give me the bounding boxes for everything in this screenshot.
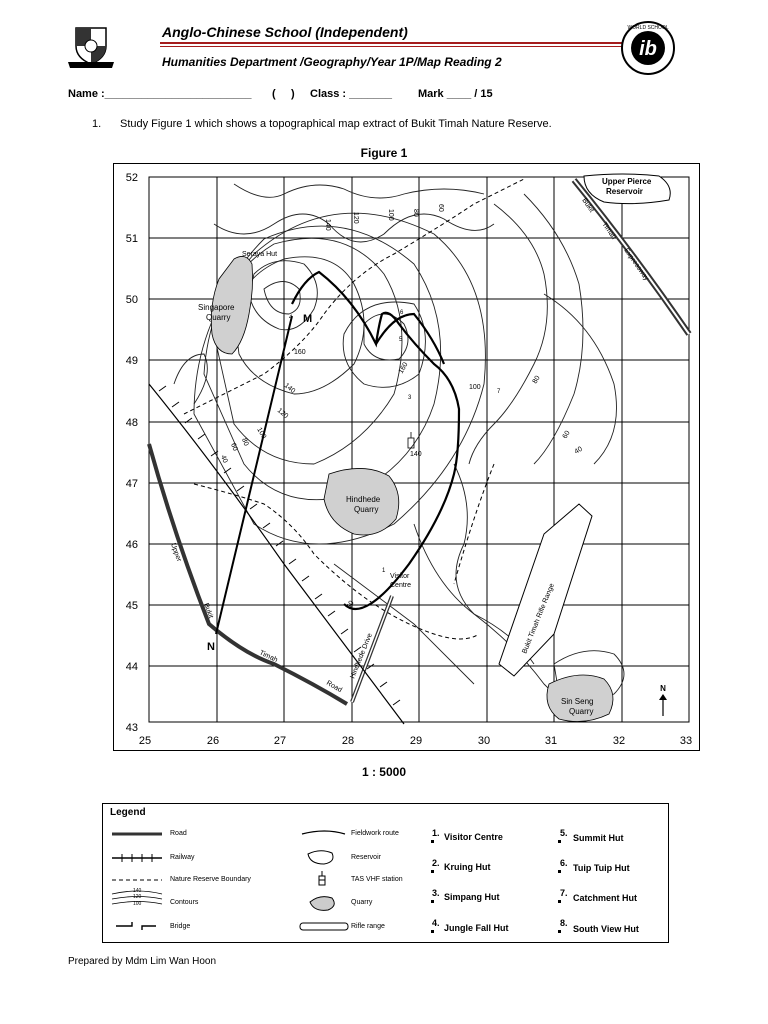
- label-bukit-road: Bukit: [202, 602, 215, 620]
- legend-rifle-symbol: [300, 923, 348, 930]
- contour-label: 160: [294, 349, 306, 356]
- legend-quarry-symbol: [310, 897, 334, 911]
- mark-field: Mark ____ / 15: [418, 88, 493, 100]
- easting-label: 32: [612, 735, 626, 747]
- contour-label: 40: [573, 445, 584, 456]
- hut-marker: 6: [400, 310, 404, 316]
- department-line: Humanities Department /Geography/Year 1P/Map Reading 2: [162, 55, 502, 69]
- contour-label: 120: [275, 407, 290, 421]
- easting-label: 33: [679, 735, 693, 747]
- contour-label: 100: [255, 426, 268, 441]
- label-upper-pierce: Upper Pierce: [602, 177, 652, 186]
- legend-reservoir-label: Reservoir: [351, 854, 381, 861]
- legend-reservoir-symbol: [308, 851, 333, 864]
- hut-marker: 5: [399, 337, 403, 343]
- legend-tas-label: TAS VHF station: [351, 876, 403, 883]
- contour-label: 140: [410, 451, 422, 458]
- point-m: M: [303, 313, 313, 325]
- northing-label: 43: [125, 722, 138, 734]
- label-rifle-range: Bukit Timah Rifle Range: [521, 582, 556, 655]
- legend-hut-name: Tuip Tuip Hut: [573, 863, 630, 873]
- contour-label: 100: [469, 384, 481, 391]
- question-number: 1.: [92, 118, 102, 130]
- label-singapore-quarry: Quarry: [206, 313, 231, 322]
- ib-world-school-logo: [620, 20, 676, 76]
- easting-label: 29: [409, 735, 423, 747]
- northing-label: 45: [125, 600, 138, 612]
- header-rule-thin: [160, 46, 622, 47]
- legend-hut-number: 2.: [432, 858, 440, 868]
- header-rule: [160, 42, 622, 44]
- northing-label: 52: [125, 172, 138, 184]
- legend-fieldwork-label: Fieldwork route: [351, 830, 399, 837]
- label-road: Road: [325, 679, 343, 695]
- label-timah: Timah: [600, 221, 618, 241]
- contour-label: 60: [229, 442, 239, 453]
- contour-label: 40: [345, 599, 356, 610]
- north-arrow: [659, 684, 667, 716]
- legend-hut-name: Catchment Hut: [573, 893, 638, 903]
- legend-tas-symbol: [319, 871, 325, 885]
- label-upper: Upper: [169, 542, 183, 563]
- label-sin-seng-quarry: Quarry: [569, 707, 594, 716]
- contour-label: 80: [412, 209, 419, 217]
- legend-contour-value: 140: [133, 888, 142, 894]
- question-text: Study Figure 1 which shows a topographical map extract of Bukit Timah Nature Reserve.: [120, 118, 552, 130]
- north-arrow-label: N: [660, 684, 666, 693]
- label-seraya-hut: Seraya Hut: [242, 251, 278, 258]
- label-singapore: Singapore: [198, 303, 235, 312]
- legend-contours-label: Contours: [170, 899, 199, 906]
- northing-label: 46: [125, 539, 138, 551]
- legend-hut-number: 1.: [432, 828, 440, 838]
- northing-label: 48: [125, 417, 138, 429]
- legend-railway-label: Railway: [170, 854, 195, 861]
- legend-hut-name: Summit Hut: [573, 833, 624, 843]
- legend-fieldwork-symbol: [302, 831, 345, 834]
- easting-label: 28: [341, 735, 355, 747]
- topographical-map: [113, 163, 700, 751]
- legend-bridge-label: Bridge: [170, 923, 191, 930]
- legend-hut-number: 6.: [560, 858, 568, 868]
- legend-hut-number: 8.: [560, 918, 568, 928]
- legend-bridge-symbol: [116, 922, 156, 930]
- label-timah-road: Timah: [258, 649, 279, 664]
- contour-label: 120: [352, 212, 359, 224]
- school-crest-logo: [66, 22, 116, 70]
- contour-label: 80: [531, 374, 542, 385]
- map-scale: 1 : 5000: [361, 765, 407, 779]
- contour-label: 100: [387, 209, 394, 221]
- legend-hut-name: Jungle Fall Hut: [444, 923, 509, 933]
- contour-label: 160: [397, 361, 410, 375]
- legend-road-label: Road: [170, 830, 187, 837]
- easting-label: 26: [206, 735, 220, 747]
- name-field[interactable]: Name :________________________: [68, 88, 252, 100]
- class-field[interactable]: Class : _______: [310, 88, 392, 100]
- label-hindhede-quarry: Quarry: [354, 505, 379, 514]
- fieldwork-route: [292, 272, 459, 609]
- figure-title: Figure 1: [360, 146, 408, 160]
- legend-title: Legend: [110, 807, 146, 818]
- northing-label: 47: [125, 478, 138, 490]
- legend-hut-number: 7.: [560, 888, 568, 898]
- northing-label: 50: [125, 294, 138, 306]
- legend-hut-number: 5.: [560, 828, 568, 838]
- railway-line: [149, 384, 404, 724]
- label-centre: Centre: [390, 582, 412, 589]
- legend-hut-name: Kruing Hut: [444, 862, 491, 872]
- contour-label: 60: [437, 204, 444, 212]
- northing-label: 51: [125, 233, 138, 245]
- legend-hut-number: 3.: [432, 888, 440, 898]
- legend-contour-value: 120: [133, 894, 142, 900]
- hut-marker: 4: [289, 315, 293, 321]
- legend-contour-value: 100: [133, 901, 142, 907]
- legend-quarry-label: Quarry: [351, 899, 373, 906]
- legend-rifle-label: Rifle range: [351, 923, 385, 930]
- school-name: Anglo-Chinese School (Independent): [162, 24, 408, 40]
- northing-label: 49: [125, 355, 138, 367]
- easting-label: 25: [138, 735, 152, 747]
- easting-label: 27: [273, 735, 287, 747]
- label-expressway: Expressway: [622, 247, 650, 283]
- legend-railway-symbol: [112, 854, 162, 862]
- easting-label: 30: [477, 735, 491, 747]
- label-hindhede-drive: Hindhede Drive: [349, 632, 374, 680]
- label-sin-seng: Sin Seng: [561, 697, 594, 706]
- contour-label: 60: [561, 429, 572, 440]
- hut-marker: 3: [408, 395, 412, 401]
- northing-label: 44: [125, 661, 138, 673]
- hut-marker: 7: [497, 389, 501, 395]
- contour-label: 80: [240, 437, 250, 448]
- contour-label: 40: [219, 454, 229, 465]
- label-bukit: Bukit: [580, 197, 596, 214]
- label-reservoir: Reservoir: [606, 187, 643, 196]
- label-hindhede: Hindhede: [346, 495, 381, 504]
- legend-hut-name: Visitor Centre: [444, 832, 503, 842]
- legend-hut-name: South View Hut: [573, 924, 639, 934]
- ib-logo-letters: ib: [639, 38, 657, 60]
- ib-logo-text: WORLD SCHOOL: [627, 25, 669, 31]
- easting-label: 31: [544, 735, 558, 747]
- label-visitor: Visitor: [390, 573, 410, 580]
- point-n: N: [207, 641, 215, 653]
- footer-prepared-by: Prepared by Mdm Lim Wan Hoon: [68, 956, 217, 967]
- contour-label: 140: [282, 382, 297, 396]
- hut-marker: 1: [382, 568, 386, 574]
- contour-label: 140: [324, 219, 331, 231]
- legend-hut-name: Simpang Hut: [444, 892, 500, 902]
- quarry-areas: [211, 256, 613, 721]
- register-number-field[interactable]: ( ): [272, 88, 295, 100]
- legend-hut-number: 4.: [432, 918, 440, 928]
- legend-boundary-label: Nature Reserve Boundary: [170, 876, 251, 883]
